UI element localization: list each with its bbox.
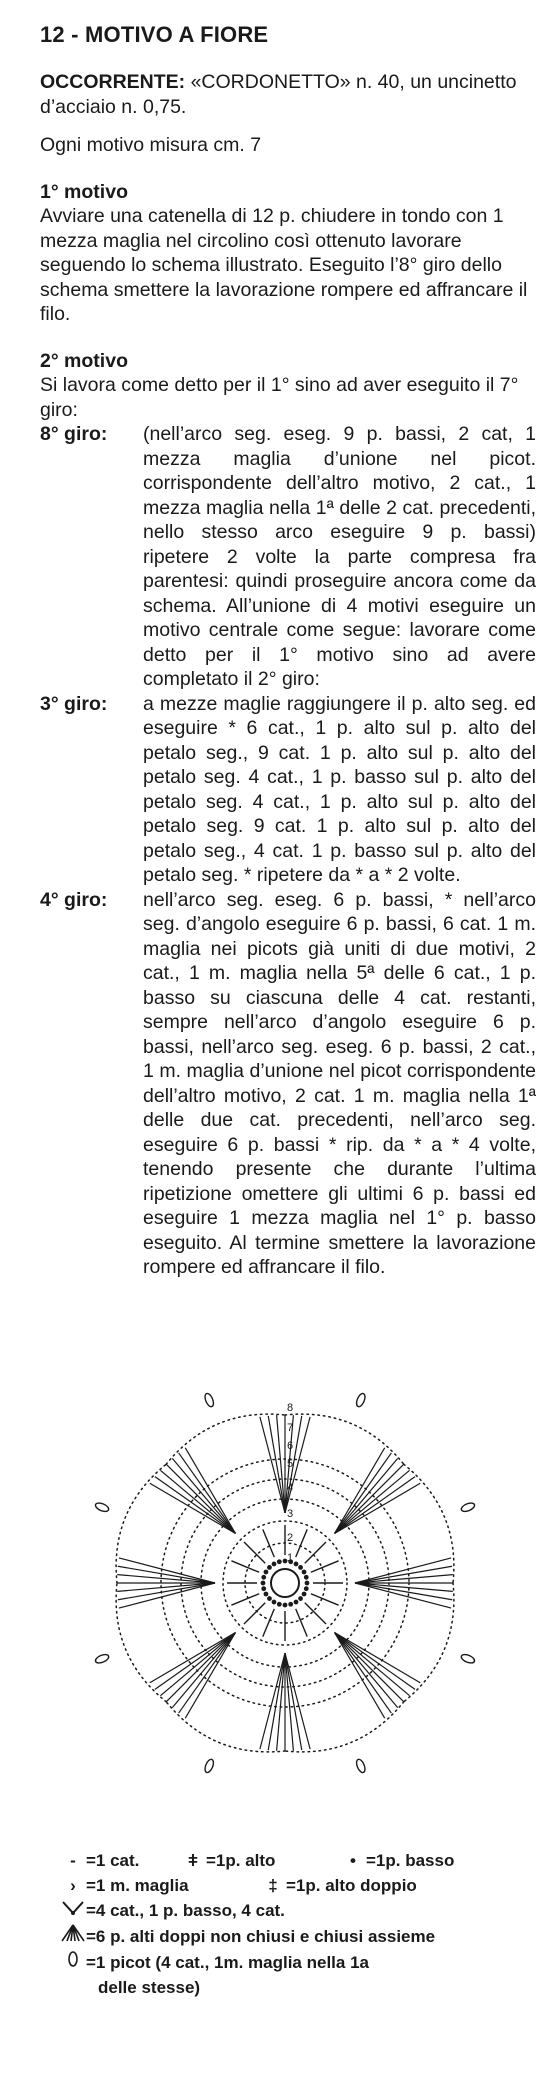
materials-paragraph [40, 70, 540, 119]
legend-text: delle stesse) [98, 1978, 201, 1997]
legend-text: =1 picot (4 cat., 1m. maglia nella 1a [86, 1953, 369, 1972]
single-crochet-mark [283, 1603, 288, 1608]
round-number-label: 2 [287, 1532, 294, 1544]
picot-symbol-icon [60, 1950, 86, 1975]
cluster-stitch-mark [355, 1583, 452, 1600]
picot-mark [355, 1392, 367, 1408]
chain-arch-symbol-icon [60, 1898, 86, 1923]
chain-arch [166, 1702, 285, 1752]
legend-row [60, 1873, 540, 1898]
page-title: 12 - MOTIVO A FIORE [40, 22, 269, 47]
cluster-stitch-mark [118, 1583, 215, 1600]
round-number-label: 3 [287, 1508, 294, 1520]
legend [60, 1848, 540, 2000]
legend-text: =4 cat., 1 p. basso, 4 cat. [86, 1901, 285, 1920]
cluster-stitch-mark [268, 1416, 285, 1513]
crochet-diagram [55, 1338, 515, 1838]
chain-arch [166, 1414, 285, 1464]
legend-text: =1p. alto [206, 1851, 276, 1870]
single-crochet-mark [261, 1575, 266, 1580]
first-motif-text: Avviare una catenella di 12 p. chiudere in tondo con 1 mezza maglia nel circolino così ottenuto lavorare seguendo lo schema illustrato. Eseguito l’8° giro dello schema smettere la lavorazione rompere ed affrancare il filo. [40, 205, 528, 325]
chain-arch [116, 1583, 166, 1702]
single-crochet-mark [261, 1586, 266, 1591]
round-3 [40, 692, 540, 888]
round-number-label: 8 [287, 1402, 294, 1414]
materials-label: OCCORRENTE: [40, 71, 186, 93]
picot-mark [355, 1758, 367, 1774]
picot-mark [94, 1501, 110, 1513]
center-ring [271, 1569, 299, 1597]
text-column [40, 22, 540, 1280]
round-label: 8° giro: [40, 423, 108, 445]
double-crochet-mark [263, 1529, 274, 1557]
single-crochet-mark [272, 1600, 277, 1605]
chain-symbol-icon: - [70, 1851, 76, 1870]
single-crochet-symbol-icon: • [350, 1851, 356, 1870]
double-crochet-mark [305, 1542, 326, 1563]
double-crochet-mark [296, 1529, 307, 1557]
second-motif-intro: Si lavora come detto per il 1° sino ad aver eseguito il 7° giro: [40, 374, 519, 421]
legend-text: =1p. alto doppio [286, 1876, 417, 1895]
round-text: (nell’arco seg. eseg. 9 p. bassi, 2 cat, 1 mezza maglia d’unione nel picot. corrispondente dell’altro motivo, 2 cat., 1 mezza maglia nella 1ª delle 2 cat. precedenti, nello stesso arco eseguire 9 p. bassi) ripetere 2 volte la parte compresa fra parentesi: quindi proseguire ancora come da schema. All’unione di 4 motivi eseguire un motivo centrale come segue: lavorare come detto per il 1° motivo sino ad avere completato il 2° giro: [143, 423, 536, 690]
single-crochet-mark [267, 1565, 272, 1570]
crochet-chart [55, 1338, 515, 1838]
double-crochet-symbol-icon: ǂ [188, 1851, 198, 1870]
single-crochet-mark [302, 1570, 307, 1575]
round-number-label: 4 [287, 1482, 294, 1494]
picot-mark [203, 1758, 215, 1774]
picot-mark [460, 1501, 476, 1513]
round-number-label: 5 [287, 1458, 294, 1470]
round-label: 3° giro: [40, 692, 108, 715]
legend-item [60, 1873, 260, 1898]
single-crochet-mark [298, 1565, 303, 1570]
double-crochet-mark [244, 1603, 265, 1624]
second-motif-heading: 2° motivo [40, 349, 128, 372]
chain-arch [285, 1414, 404, 1464]
legend-text: =6 p. alti doppi non chiusi e chiusi assieme [86, 1927, 436, 1946]
chain-arch [116, 1464, 166, 1583]
round-number-label: 1 [287, 1552, 294, 1564]
legend-item [260, 1873, 417, 1898]
double-crochet-mark [296, 1609, 307, 1637]
single-crochet-mark [298, 1596, 303, 1601]
single-crochet-mark [304, 1575, 309, 1580]
legend-row [60, 1898, 540, 1923]
chain-arch [285, 1702, 404, 1752]
materials-text: «CORDONETTO» n. 40, un uncinetto d’acciaio n. 0,75. [40, 71, 517, 118]
chain-arch [404, 1464, 454, 1583]
first-motif-heading: 1° motivo [40, 180, 128, 203]
single-crochet-mark [264, 1592, 269, 1597]
single-crochet-mark [294, 1600, 299, 1605]
legend-row [60, 1950, 540, 1975]
legend-item [340, 1848, 454, 1873]
double-crochet-mark [311, 1594, 339, 1605]
treble-crochet-symbol-icon: ‡ [268, 1876, 278, 1895]
round-4 [40, 888, 540, 1280]
round-label: 4° giro: [40, 888, 108, 911]
double-crochet-mark [231, 1561, 259, 1572]
size-note: Ogni motivo misura cm. 7 [40, 134, 262, 156]
legend-item [180, 1848, 340, 1873]
cluster-stitch-mark [355, 1566, 452, 1583]
double-crochet-mark [311, 1561, 339, 1572]
single-crochet-mark [305, 1581, 310, 1586]
single-crochet-mark [277, 1602, 282, 1607]
round-text: nell’arco seg. eseg. 6 p. bassi, * nell’arco seg. d’angolo eseguire 6 p. bassi, 6 cat. 1 m. maglia nei picots già uniti di due motivi, 2 cat., 1 m. maglia nella 5ª delle 6 cat., 1 p. basso su ciascuna delle 4 cat. restanti, sempre nell’arco d’angolo eseguire 6 p. bassi, nell’arco seg. eseg. 6 p. bassi, 2 cat., 1 m. maglia d’unione nel picot corrispondente dell’altro motivo, 2 cat. 1 m. maglia nella 1ª delle due cat. precedenti, nell’arco seg. eseguire 6 p. bassi * rip. da * a * 4 volte, tenendo presente che durante l’ultima ripetizione omettere gli ultimi 6 p. bassi ed eseguire 1 mezza maglia nel 1° p. basso eseguito. Al termine smettere la lavorazione rompere ed affrancare il filo. [143, 888, 536, 1278]
single-crochet-mark [261, 1581, 266, 1586]
legend-item [60, 1975, 200, 2000]
picot-mark [460, 1653, 476, 1665]
single-crochet-mark [277, 1559, 282, 1564]
slip-stitch-symbol-icon: › [70, 1876, 76, 1895]
legend-item [60, 1898, 285, 1923]
legend-row [60, 1923, 540, 1950]
legend-text: =1 m. maglia [86, 1876, 189, 1895]
single-crochet-mark [264, 1570, 269, 1575]
round-text: a mezze maglie raggiungere il p. alto seg. ed eseguire * 6 cat., 1 p. alto sul p. alto del petalo seg., 9 cat. 1 p. alto sul p. alto del petalo seg. 4 cat., 1 p. basso sul p. alto del petalo seg. 4 cat., 1 p. alto sul p. alto del petalo seg. 9 cat. 1 p. alto sul p. alto del petalo seg., 4 cat. 1 p. basso sul p. alto del petalo seg. * ripetere da * a * 2 volte. [143, 692, 536, 886]
double-crochet-mark [244, 1542, 265, 1563]
single-crochet-mark [288, 1602, 293, 1607]
legend-text: =1p. basso [366, 1851, 455, 1870]
round-number-label: 6 [287, 1440, 294, 1452]
double-crochet-mark [231, 1594, 259, 1605]
picot-mark [203, 1392, 215, 1408]
single-crochet-mark [294, 1562, 299, 1567]
single-crochet-mark [272, 1562, 277, 1567]
round-number-label: 7 [287, 1422, 294, 1434]
double-crochet-mark [263, 1609, 274, 1637]
cluster-symbol-icon [60, 1923, 86, 1950]
legend-item [60, 1848, 180, 1873]
single-crochet-mark [267, 1596, 272, 1601]
double-crochet-mark [305, 1603, 326, 1624]
cluster-stitch-mark [118, 1566, 215, 1583]
legend-text: =1 cat. [86, 1851, 140, 1870]
single-crochet-mark [304, 1586, 309, 1591]
cluster-stitch-mark [268, 1653, 285, 1750]
legend-item [60, 1923, 435, 1950]
cluster-stitch-mark [285, 1653, 302, 1750]
legend-row [60, 1975, 540, 2000]
chain-arch [404, 1583, 454, 1702]
single-crochet-mark [302, 1592, 307, 1597]
legend-row [60, 1848, 540, 1873]
legend-item [60, 1950, 369, 1975]
round-8 [40, 422, 540, 692]
picot-mark [94, 1653, 110, 1665]
